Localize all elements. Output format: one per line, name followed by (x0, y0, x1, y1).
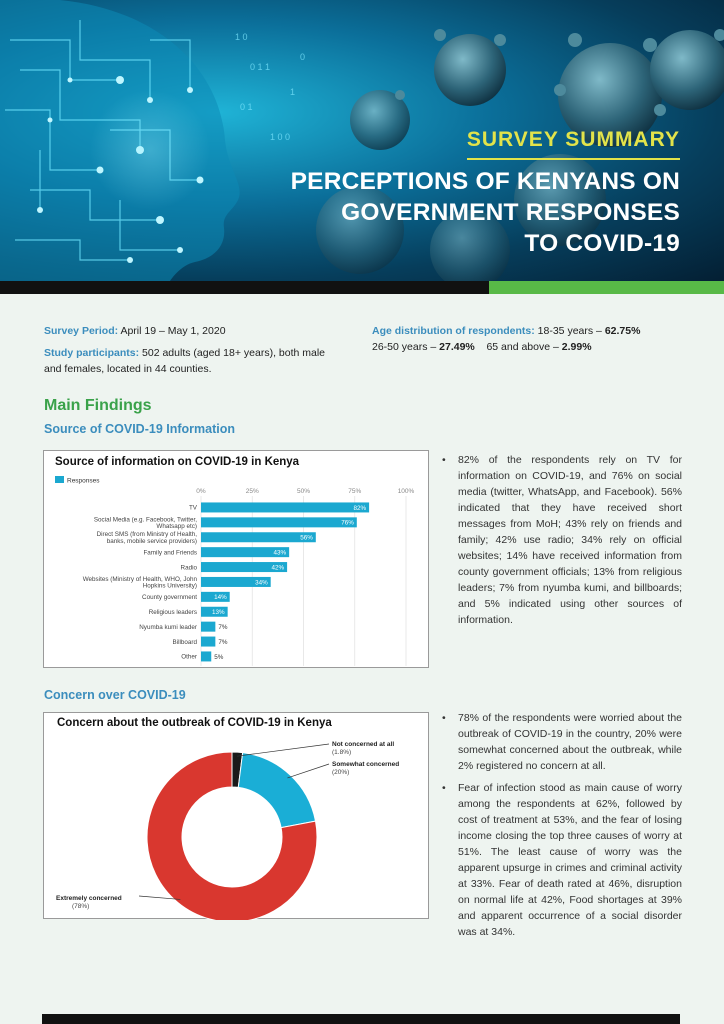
hero-text (291, 128, 680, 259)
category-label: Hopkins University) (142, 582, 197, 590)
slice-label: Somewhat concerned (332, 761, 400, 768)
category-label: Websites (Ministry of Health, WHO, John (82, 575, 197, 583)
title-line: GOVERNMENT RESPONSES (341, 199, 680, 226)
source-findings (438, 452, 682, 634)
footer-bar (42, 1014, 680, 1024)
bar-value-label: 43% (273, 549, 287, 557)
age-1-value: 62.75% (604, 325, 641, 337)
slice-value-label: (1.8%) (332, 749, 352, 756)
bar-value-label: 82% (353, 504, 367, 512)
age-label: Age distribution of respondents: (372, 325, 535, 337)
category-label: Family and Friends (143, 549, 197, 557)
leader-line (237, 744, 329, 756)
bar (201, 651, 211, 661)
age-3-value: 2.99% (561, 341, 592, 353)
bar (201, 637, 215, 647)
svg-text:0 1 1: 0 1 1 (250, 62, 271, 72)
survey-period (44, 323, 344, 339)
concern-section-heading: Concern over COVID-19 (44, 688, 186, 702)
source-section-heading: Source of COVID-19 Information (44, 422, 235, 436)
category-label: Nyumba kumi leader (139, 623, 197, 631)
concern-chart-title: Concern about the outbreak of COVID-19 in Kenya (57, 717, 332, 729)
category-label: TV (188, 504, 197, 512)
age-2-range: 26-50 years – (372, 341, 437, 353)
bullet-icon: • (442, 454, 446, 466)
hero-banner (0, 0, 724, 281)
survey-period-value: April 19 – May 1, 2020 (120, 325, 226, 337)
study-participants (44, 345, 344, 377)
concern-paragraph-1: 78% of the respondents were worried about the outbreak of COVID-19 in the country, 20% were somewhat concerned about the outbreak, while 2% registered no concern at all. (458, 712, 682, 772)
title-line: PERCEPTIONS OF KENYANS ON (290, 168, 680, 195)
slice-value-label: (20%) (332, 769, 350, 776)
bar-value-label: 7% (218, 623, 228, 631)
title-line: TO COVID-19 (524, 230, 680, 257)
age-1-range: 18-35 years – (537, 325, 602, 337)
category-label: Radio (180, 564, 197, 572)
bullet-icon: • (442, 712, 446, 724)
bar-value-label: 76% (341, 519, 354, 527)
age-distribution (372, 323, 692, 355)
document-title (291, 166, 680, 259)
legend-label: Responses (67, 477, 100, 485)
category-label: Other (181, 653, 197, 661)
svg-text:0: 0 (300, 52, 306, 62)
legend-swatch (55, 476, 64, 483)
category-label: banks, mobile service providers) (106, 537, 197, 545)
tick-label: 25% (245, 488, 259, 495)
category-label: Billboard (172, 638, 197, 646)
source-bar-chart (44, 451, 430, 669)
list-item (438, 710, 682, 774)
bar-value-label: 13% (212, 609, 225, 617)
list-item (438, 780, 682, 940)
bar (201, 502, 369, 512)
category-label: Whatsapp etc) (156, 522, 197, 530)
age-3-range: 65 and above – (486, 341, 559, 353)
bar-value-label: 14% (214, 594, 227, 602)
survey-period-label: Survey Period: (44, 325, 119, 337)
source-chart-title: Source of information on COVID-19 in Kenya (55, 456, 300, 468)
concern-chart (43, 712, 429, 919)
list-item (438, 452, 682, 628)
bar (201, 517, 357, 527)
category-label: Social Media (e.g. Facebook, Twitter, (93, 516, 197, 524)
concern-findings (438, 710, 682, 946)
age-2-value: 27.49% (439, 341, 475, 353)
category-label: County government (142, 594, 197, 602)
tick-label: 100% (397, 488, 415, 495)
participants-value: 502 adults (aged 18+ years), both male and females, located in 44 counties. (44, 347, 326, 375)
slice-value-label: (78%) (72, 903, 90, 910)
category-label: Religious leaders (148, 608, 197, 616)
tick-label: 50% (296, 488, 311, 495)
tick-label: 75% (348, 488, 362, 495)
bar-value-label: 56% (300, 534, 313, 542)
svg-text:0 1: 0 1 (240, 102, 253, 112)
participants-label: Study participants: (44, 347, 140, 359)
bar-value-label: 34% (255, 579, 268, 587)
tick-label: 0% (196, 488, 206, 495)
bar (201, 622, 215, 632)
main-findings-heading: Main Findings (44, 397, 152, 414)
source-chart (43, 450, 429, 668)
svg-text:1: 1 (290, 87, 296, 97)
bar-value-label: 7% (218, 638, 228, 646)
concern-donut-chart (44, 713, 430, 920)
bullet-icon: • (442, 782, 446, 794)
svg-text:1 0 0: 1 0 0 (270, 132, 291, 142)
slice-label: Not concerned at all (332, 741, 395, 748)
bar (201, 532, 316, 542)
svg-text:1 0: 1 0 (235, 32, 248, 42)
category-label: Direct SMS (from Ministry of Health, (96, 531, 197, 539)
slice-label: Extremely concerned (56, 895, 122, 902)
bar-value-label: 5% (214, 653, 224, 661)
bar-value-label: 42% (271, 564, 285, 572)
pie-slice (238, 753, 315, 828)
leader-line (287, 764, 329, 778)
survey-meta (44, 323, 344, 383)
divider-bar-green (489, 281, 724, 294)
survey-summary-kicker: SURVEY SUMMARY (467, 128, 680, 160)
concern-paragraph-2: Fear of infection stood as main cause of worry among the respondents at 62%, followed by cost of treatment at 53%, and the fear of losing income closing the top three causes of worry at 51%. The least cause of worry was the apparent upsurge in crimes and criminal activity at 33%. Fear of death rated at 46%, disruption on normal life at 42%, Food shortages at 39% and apparent occurrence of a social disorder was at 34%. (458, 782, 682, 938)
source-paragraph: 82% of the respondents rely on TV for information on COVID-19, and 76% on social media (twitter, WhatsApp, and Facebook). 56% indicated that they have received short messages from MoH; 43% rely on friends and family; 42% use radio; 34% rely on official websites; 14% have received information from county government officials; 13% from religious leaders; 7% from nyumba kumi, and billboards; and 5% indicated using other sources of information. (458, 454, 682, 626)
divider-bar-black (0, 281, 489, 294)
